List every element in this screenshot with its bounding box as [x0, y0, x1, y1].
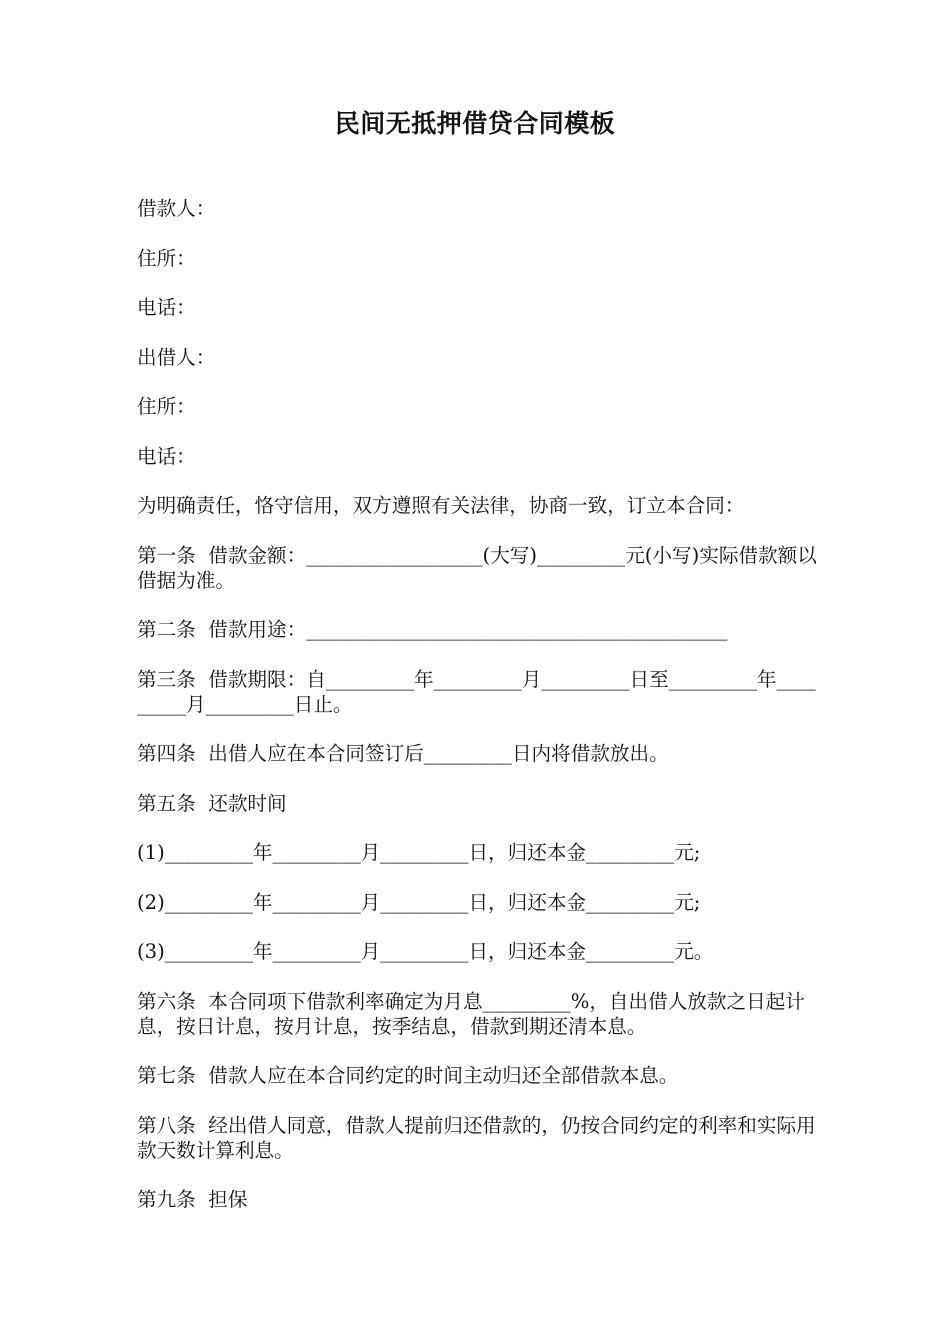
article-1-loan-amount: 第一条 借款金额：__________________(大写)_________元(小写)实际借款额以借据为准。 — [137, 543, 817, 592]
lender-phone-label: 电话： — [137, 444, 196, 468]
article-9-guarantee: 第九条 担保 — [137, 1188, 248, 1211]
borrower-label: 借款人： — [137, 197, 216, 220]
article-6-interest-rate: 第六条 本合同项下借款利率确定为月息_________%，自出借人放款之日起计息，按日计息，按月计息，按季结息，借款到期还清本息。 — [137, 989, 805, 1038]
repayment-item-2: (2)_________年_________月_________日，归还本金_________元; — [137, 890, 701, 914]
document-title: 民间无抵押借贷合同模板 — [334, 109, 616, 138]
lender-address-label: 住所： — [137, 395, 196, 418]
article-2-loan-purpose: 第二条 借款用途：___________________________________________ — [137, 618, 728, 641]
preamble-paragraph: 为明确责任，恪守信用，双方遵照有关法律，协商一致，订立本合同： — [137, 494, 745, 517]
article-8-early-repayment: 第八条 经出借人同意，借款人提前归还借款的，仍按合同约定的利率和实际用款天数计算利息。 — [137, 1113, 816, 1162]
borrower-address-label: 住所： — [137, 246, 196, 270]
article-7-repayment-duty: 第七条 借款人应在本合同约定的时间主动归还全部借款本息。 — [137, 1064, 679, 1087]
article-5-repayment-time: 第五条 还款时间 — [137, 791, 287, 815]
repayment-item-3: (3)_________年_________月_________日，归还本金_________元。 — [137, 940, 714, 963]
article-4-disbursement: 第四条 出借人应在本合同签订后_________日内将借款放出。 — [137, 742, 669, 765]
repayment-item-1: (1)_________年_________月_________日，归还本金_________元; — [137, 841, 701, 864]
borrower-phone-label: 电话： — [137, 296, 196, 319]
document-body — [137, 196, 817, 1237]
lender-label: 出借人： — [137, 345, 216, 369]
article-3-loan-term: 第三条 借款期限：自_________年_________月_________日至_________年_________月_________日止。 — [137, 667, 816, 716]
